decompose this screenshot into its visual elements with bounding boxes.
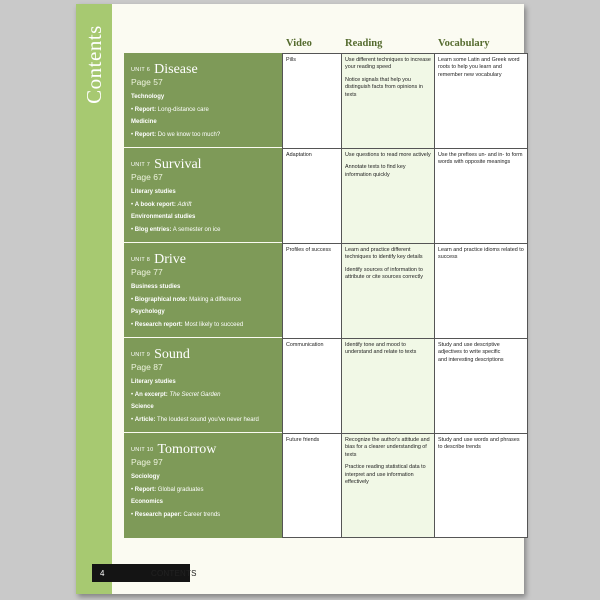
subject: Economics <box>131 499 164 505</box>
unit-label: UNIT 9 <box>131 351 151 358</box>
unit-page: Page 57 <box>131 77 163 87</box>
unit-10-box <box>124 433 282 538</box>
column-header-reading: Reading <box>345 38 383 49</box>
unit-8-box <box>124 243 282 337</box>
unit-title: Survival <box>154 156 202 172</box>
unit-page: Page 97 <box>131 457 163 467</box>
subject: Medicine <box>131 119 157 125</box>
unit-label: UNIT 7 <box>131 161 151 168</box>
vocabulary-cell: Use the prefixes un- and in- to form words with opposite meanings <box>438 152 523 166</box>
list-item: • Report: Long-distance care <box>131 106 209 113</box>
unit-title: Tomorrow <box>157 441 217 457</box>
reading-cell: Use different techniques to increase your reading speed Notice signals that help you distinguish facts from opinions in texts <box>345 57 431 98</box>
sidebar-title <box>76 14 112 114</box>
list-item: • A book report: Adrift <box>131 201 192 208</box>
list-item: • Research paper: Career trends <box>131 511 221 518</box>
subject: Sociology <box>131 474 160 480</box>
unit-label: UNIT 6 <box>131 66 151 73</box>
vocabulary-cell: Study and use words and phrases to describe trends <box>438 437 520 451</box>
video-cell: Future friends <box>286 437 320 443</box>
subject: Environmental studies <box>131 214 196 220</box>
subject: Literary studies <box>131 189 176 195</box>
footer-label: CONTENTS <box>151 569 197 578</box>
subject: Literary studies <box>131 379 176 385</box>
column-header-vocabulary: Vocabulary <box>438 38 490 49</box>
unit-6-box <box>124 53 282 147</box>
page-number: 4 <box>100 569 105 578</box>
unit-page: Page 67 <box>131 172 163 182</box>
unit-9-box <box>124 338 282 432</box>
reading-cell: Recognize the author's attitude and bias for a clearer understanding of texts Practice reading statistical data to interpret and use information effectively <box>345 437 430 486</box>
list-item: • Report: Global graduates <box>131 486 204 493</box>
vocabulary-cell: Study and use descriptive adjectives to write specific and interesting descriptions <box>438 342 504 363</box>
list-item: • An excerpt: The Secret Garden <box>131 391 221 398</box>
list-item: • Article: The loudest sound you've never heard <box>131 416 259 423</box>
unit-label: UNIT 10 <box>131 446 154 453</box>
vocabulary-cell: Learn some Latin and Greek word roots to help you learn and remember new vocabulary <box>438 57 520 78</box>
subject: Psychology <box>131 309 165 315</box>
list-item: • Blog entries: A semester on ice <box>131 226 221 233</box>
unit-page: Page 77 <box>131 267 163 277</box>
list-item: • Biographical note: Making a difference <box>131 296 242 303</box>
video-cell: Profiles of success <box>286 247 331 253</box>
reading-cell: Learn and practice different techniques to identify key details Identify sources of information to attribute or cite sources correctly <box>345 247 423 281</box>
reading-cell: Identify tone and mood to understand and relate to texts <box>345 342 417 356</box>
column-header-video: Video <box>286 38 312 49</box>
unit-page: Page 87 <box>131 362 163 372</box>
subject: Business studies <box>131 284 181 290</box>
video-cell: Adaptation <box>286 152 312 158</box>
contents-heading: Contents <box>81 24 106 104</box>
unit-title: Sound <box>154 346 190 362</box>
unit-title: Drive <box>154 251 187 267</box>
video-cell: Communication <box>286 342 324 348</box>
vocabulary-cell: Learn and practice idioms related to success <box>438 247 524 261</box>
unit-title: Disease <box>154 61 198 77</box>
subject: Technology <box>131 94 165 100</box>
video-cell: Pills <box>286 57 296 63</box>
subject: Science <box>131 404 154 410</box>
sidebar <box>76 4 112 594</box>
list-item: • Report: Do we know too much? <box>131 131 221 138</box>
unit-7-box <box>124 148 282 242</box>
unit-label: UNIT 8 <box>131 256 151 263</box>
contents-table <box>282 53 528 538</box>
reading-cell: Use questions to read more actively Annotate texts to find key information quickly <box>345 152 431 178</box>
list-item: • Research report: Most likely to succeed <box>131 321 244 328</box>
